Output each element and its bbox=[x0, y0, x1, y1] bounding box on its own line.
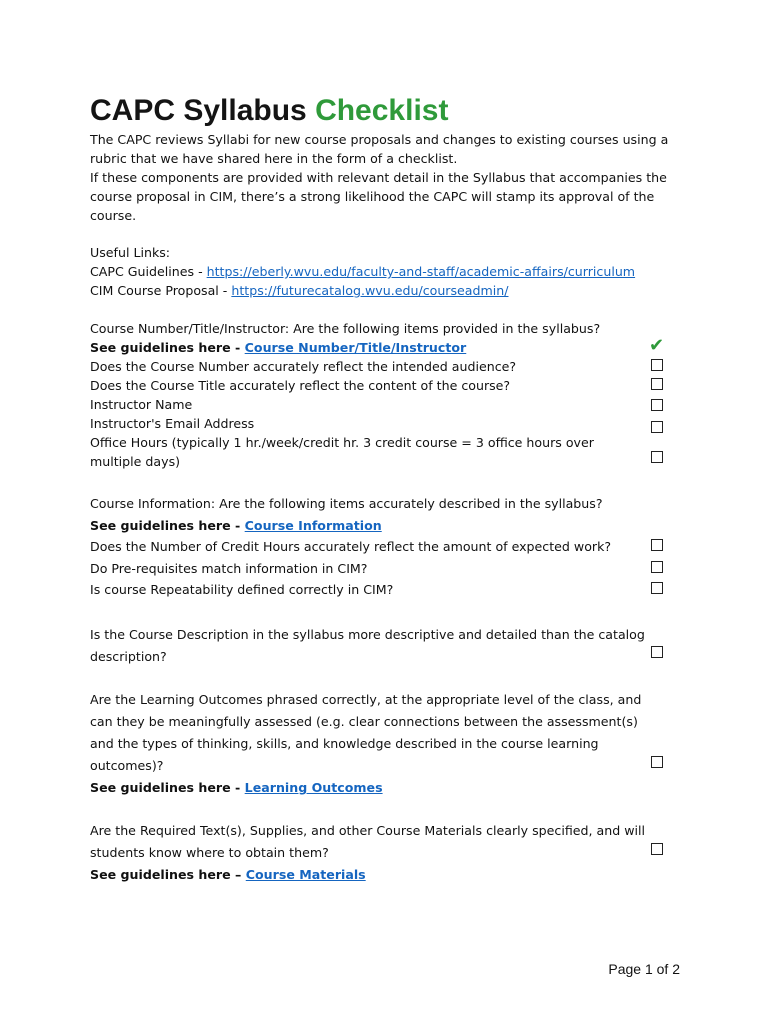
course-information-guidelines-link[interactable]: Course Information bbox=[244, 517, 382, 533]
learning-outcomes-guidelines-link[interactable]: Learning Outcomes bbox=[244, 780, 383, 795]
capc-guidelines-link[interactable]: https://eberly.wvu.edu/faculty-and-staff/academic-affairs/curriculum bbox=[206, 264, 636, 279]
course-number-guidelines-link[interactable]: Course Number/Title/Instructor bbox=[244, 340, 467, 355]
guidelines-label: See guidelines here - bbox=[90, 340, 245, 355]
section-learning-outcomes bbox=[90, 689, 641, 799]
question-line: Are the Learning Outcomes phrased correctly, at the appropriate level of the class, and bbox=[90, 692, 642, 707]
guidelines-label: See guidelines here – bbox=[90, 867, 246, 882]
section-course-information bbox=[90, 493, 611, 601]
cim-proposal-label: CIM Course Proposal - bbox=[90, 283, 232, 298]
checkbox-office-hours[interactable] bbox=[651, 451, 663, 463]
checklist-item: Instructor Name bbox=[90, 397, 193, 412]
capc-guidelines-label: CAPC Guidelines - bbox=[90, 264, 207, 279]
useful-links-heading: Useful Links: bbox=[90, 245, 171, 260]
capc-guidelines-line bbox=[90, 262, 635, 281]
checkbox-course-number[interactable] bbox=[651, 359, 663, 371]
page-number: Page 1 of 2 bbox=[608, 961, 680, 977]
checkbox-course-materials[interactable] bbox=[651, 843, 663, 855]
checklist-item: Does the Course Number accurately reflect the intended audience? bbox=[90, 359, 517, 374]
checkbox-learning-outcomes[interactable] bbox=[651, 756, 663, 768]
intro-paragraph bbox=[90, 130, 668, 225]
intro-line: rubric that we have shared here in the form of a checklist. bbox=[90, 151, 458, 166]
checkmark-icon[interactable]: ✔ bbox=[649, 335, 665, 356]
checklist-item: Do Pre-requisites match information in CIM? bbox=[90, 560, 368, 576]
question-line: outcomes)? bbox=[90, 758, 164, 773]
question-line: students know where to obtain them? bbox=[90, 845, 329, 860]
useful-links bbox=[90, 243, 635, 300]
checkbox-course-description[interactable] bbox=[651, 646, 663, 658]
guidelines-line bbox=[90, 777, 641, 799]
checklist-item-continued: multiple days) bbox=[90, 454, 181, 469]
question-line: description? bbox=[90, 649, 167, 664]
checkbox-course-title[interactable] bbox=[651, 378, 663, 390]
checkbox-prerequisites[interactable] bbox=[651, 561, 663, 573]
checklist-item: Is course Repeatability defined correctly in CIM? bbox=[90, 582, 394, 597]
guidelines-label: See guidelines here - bbox=[90, 517, 245, 533]
guidelines-line bbox=[90, 864, 645, 886]
checklist-item: Office Hours (typically 1 hr./week/credit hr. 3 credit course = 3 office hours over bbox=[90, 435, 594, 450]
intro-line: course proposal in CIM, there’s a strong likelihood the CAPC will stamp its approval of the bbox=[90, 189, 655, 204]
guidelines-line bbox=[90, 338, 600, 357]
intro-line: If these components are provided with relevant detail in the Syllabus that accompanies the bbox=[90, 170, 667, 185]
title-part-2: Checklist bbox=[315, 94, 449, 127]
checkbox-instructor-name[interactable] bbox=[651, 399, 663, 411]
section-heading: Course Number/Title/Instructor: Are the following items provided in the syllabus? bbox=[90, 321, 601, 336]
intro-line: course. bbox=[90, 208, 137, 223]
question-line: and the types of thinking, skills, and knowledge described in the course learning bbox=[90, 736, 599, 751]
course-materials-guidelines-link[interactable]: Course Materials bbox=[245, 867, 366, 882]
question-line: Are the Required Text(s), Supplies, and other Course Materials clearly specified, and will bbox=[90, 823, 646, 838]
checkbox-credit-hours[interactable] bbox=[651, 539, 663, 551]
cim-proposal-line bbox=[90, 281, 635, 300]
page-title bbox=[90, 94, 448, 128]
guidelines-label: See guidelines here - bbox=[90, 780, 245, 795]
guidelines-line bbox=[90, 515, 611, 537]
section-heading: Course Information: Are the following items accurately described in the syllabus? bbox=[90, 496, 603, 511]
section-course-number bbox=[90, 319, 600, 471]
checkbox-instructor-email[interactable] bbox=[651, 421, 663, 433]
checklist-item: Instructor's Email Address bbox=[90, 416, 255, 431]
checkbox-repeatability[interactable] bbox=[651, 582, 663, 594]
section-course-materials bbox=[90, 820, 645, 886]
question-line: can they be meaningfully assessed (e.g. clear connections between the assessment(s) bbox=[90, 714, 638, 729]
checklist-item: Does the Number of Credit Hours accurately reflect the amount of expected work? bbox=[90, 539, 612, 554]
question-line: Is the Course Description in the syllabus more descriptive and detailed than the catalog bbox=[90, 627, 645, 642]
title-part-1: CAPC Syllabus bbox=[90, 94, 316, 127]
checklist-item: Does the Course Title accurately reflect the content of the course? bbox=[90, 378, 511, 393]
intro-line: The CAPC reviews Syllabi for new course proposals and changes to existing courses using a bbox=[90, 132, 669, 147]
cim-proposal-link[interactable]: https://futurecatalog.wvu.edu/courseadmin/ bbox=[231, 283, 509, 298]
section-course-description bbox=[90, 624, 645, 668]
